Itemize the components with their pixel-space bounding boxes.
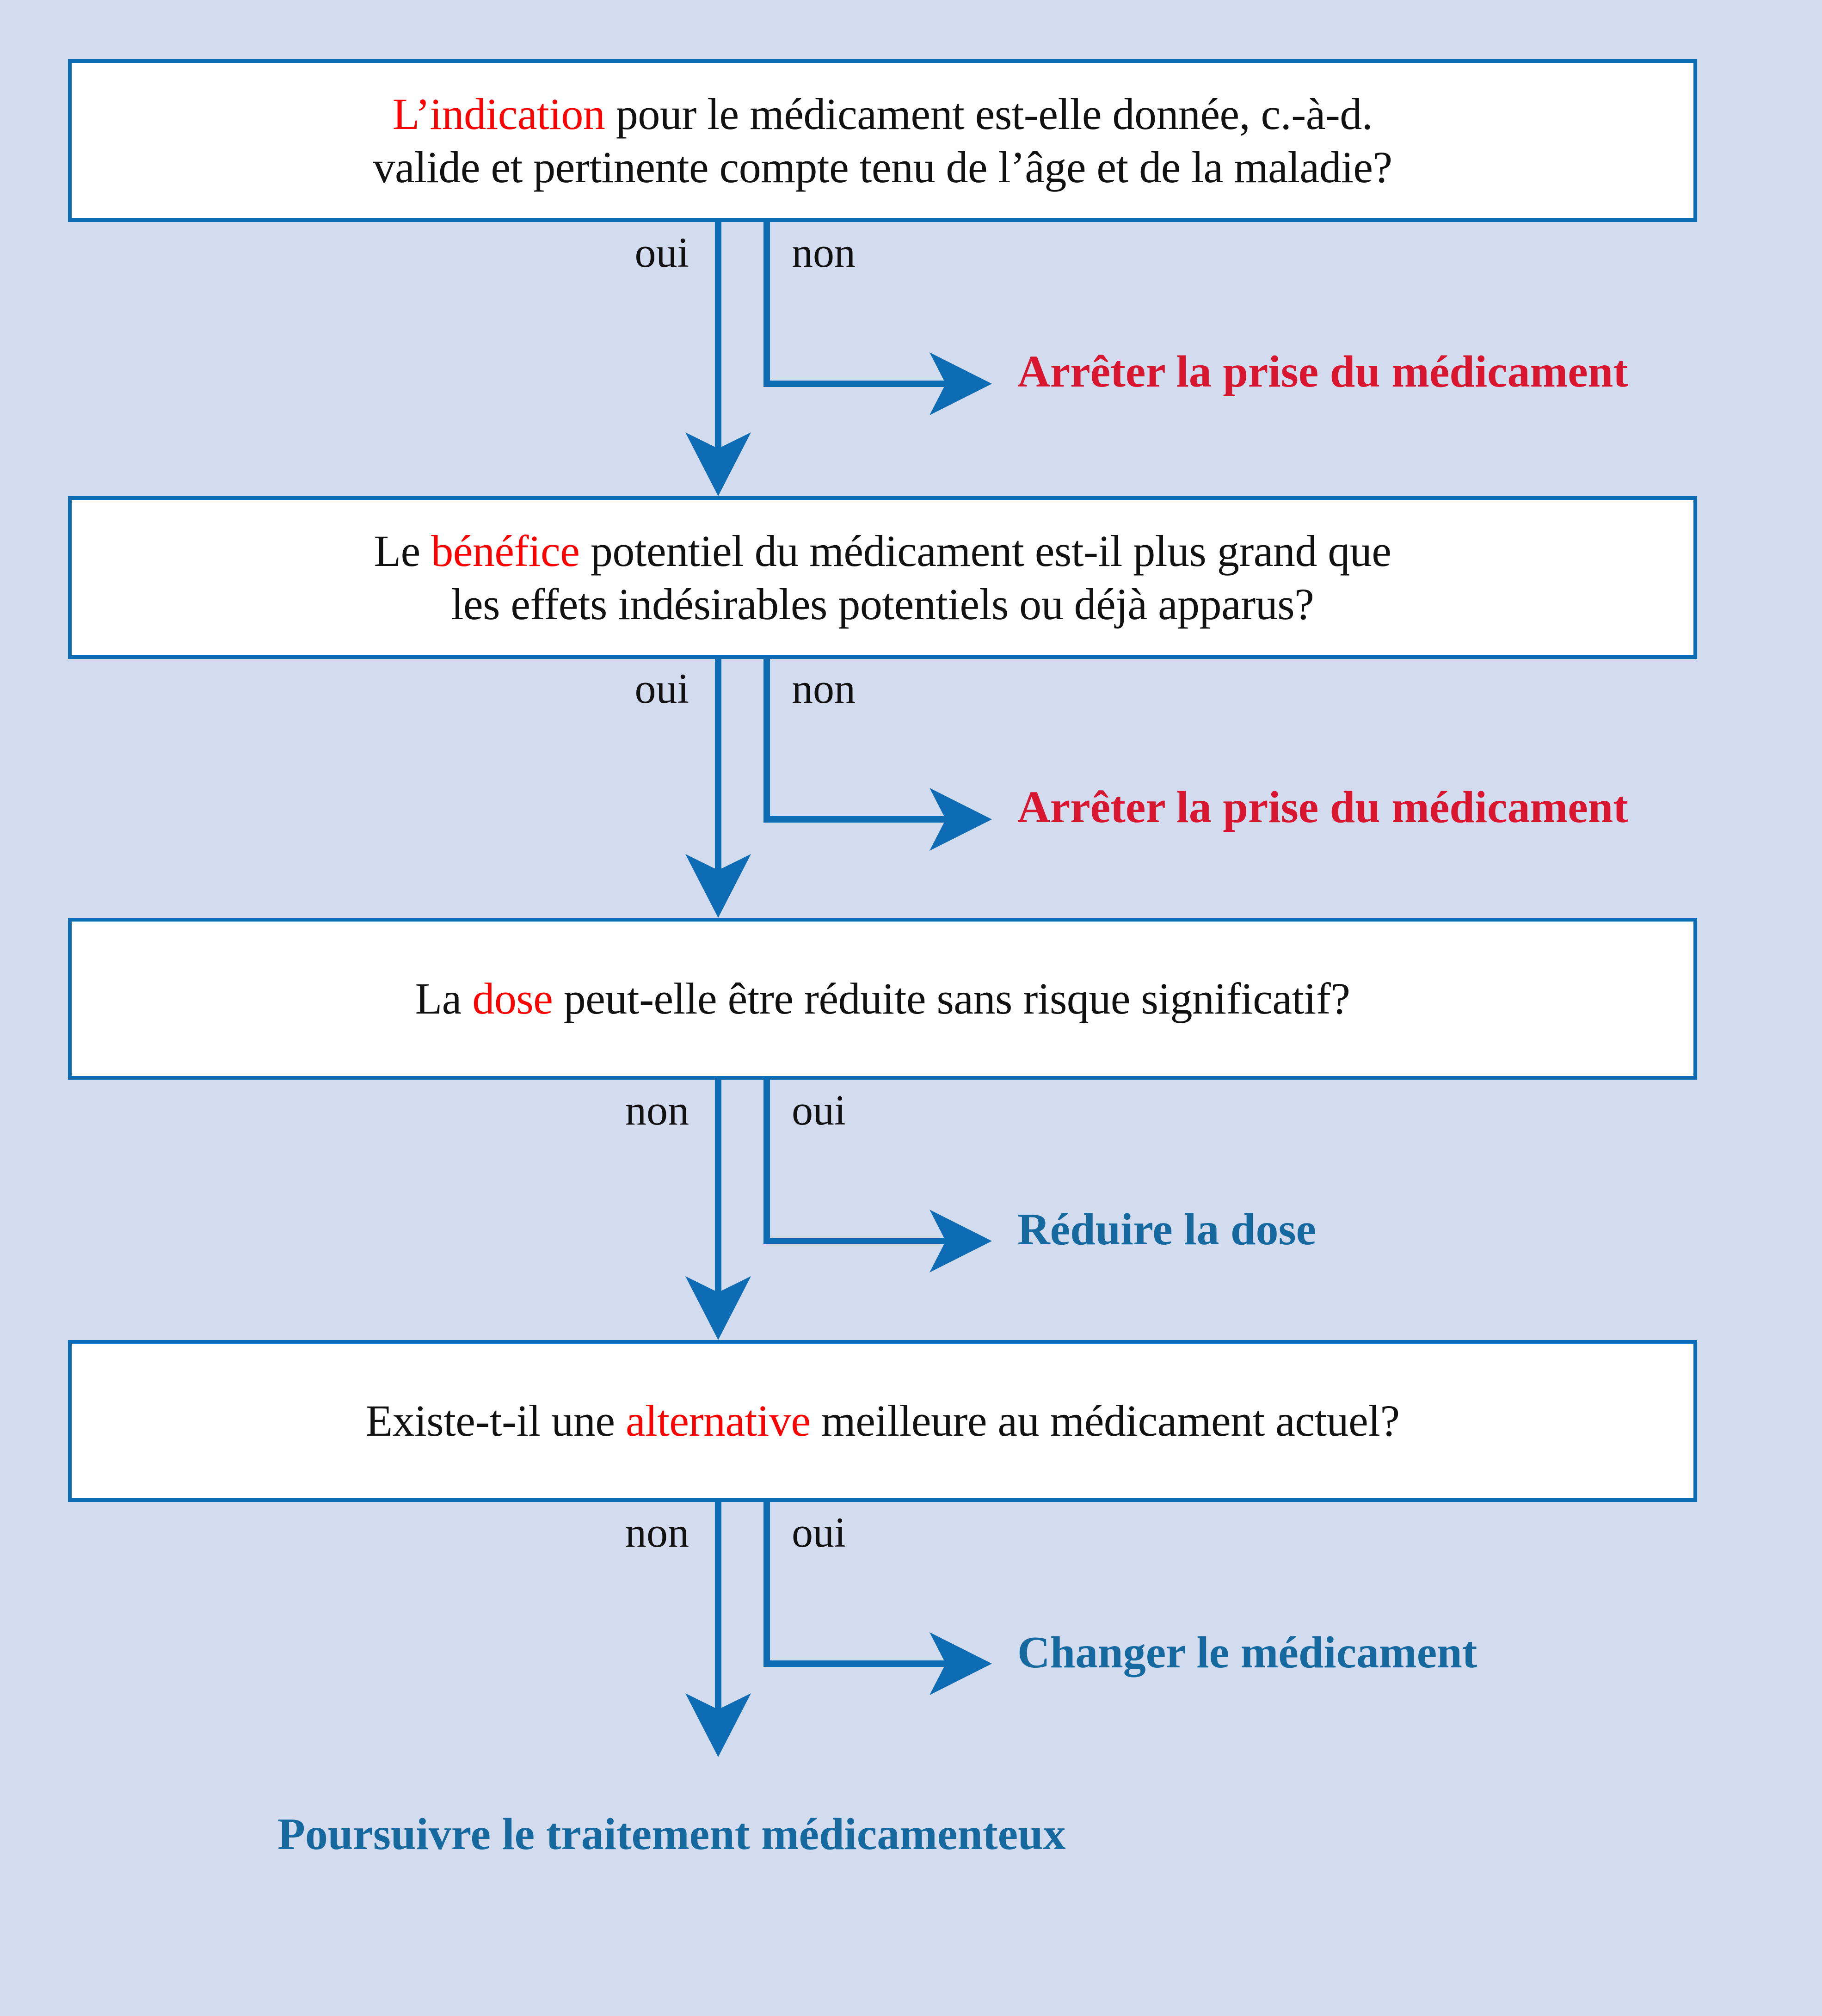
branch-label-step2-right: non <box>792 665 856 712</box>
branch-label-step3-right: oui <box>792 1087 846 1134</box>
line-pre: Existe-t-il une <box>365 1396 626 1446</box>
branch-label-step4-right: oui <box>792 1509 846 1556</box>
line-post: peut-elle être réduite sans risque significatif? <box>553 974 1350 1024</box>
branch-label-step1-right: non <box>792 229 856 276</box>
line-post: potentiel du médicament est-il plus grand que <box>579 526 1391 576</box>
line-pre: La <box>415 974 473 1024</box>
outcome-step3-reduce-dose: Réduire la dose <box>1017 1205 1317 1254</box>
keyword-alternative: alternative <box>625 1396 811 1446</box>
outcome-step2-stop: Arrêter la prise du médicament <box>1017 782 1628 832</box>
branch-label-step4-left: non <box>625 1509 689 1556</box>
outcome-step1-stop: Arrêter la prise du médicament <box>1017 347 1628 397</box>
decision-text-line-1 <box>365 1394 1399 1447</box>
decision-text-line-1 <box>415 972 1350 1025</box>
line-pre: valide et pertinente compte tenu de l’âge et de la maladie? <box>373 142 1392 192</box>
keyword-indication: L’indication <box>392 89 605 139</box>
decision-box-alternative[interactable] <box>68 1340 1697 1502</box>
branch-label-step3-left: non <box>625 1087 689 1134</box>
outcome-step4-change-medication: Changer le médicament <box>1017 1628 1477 1678</box>
connector-step2-main <box>685 659 751 918</box>
connector-step4-main <box>685 1502 751 1757</box>
decision-text-line-2 <box>451 578 1314 631</box>
line-pre: les effets indésirables potentiels ou déjà apparus? <box>451 579 1314 629</box>
decision-text-line-1 <box>393 87 1373 141</box>
decision-box-dose[interactable] <box>68 918 1697 1080</box>
decision-box-benefice[interactable] <box>68 496 1697 659</box>
branch-label-step1-left: oui <box>634 229 689 276</box>
line-post: meilleure au médicament actuel? <box>810 1396 1400 1446</box>
connector-step1-main <box>685 222 751 496</box>
branch-label-step2-left: oui <box>634 665 689 712</box>
outcome-final-continue-treatment: Poursuivre le traitement médicamenteux <box>277 1809 1066 1859</box>
line-post: pour le médicament est-elle donnée, c.-à-d. <box>605 89 1373 139</box>
decision-text-line-2 <box>373 141 1392 194</box>
decision-box-indication[interactable] <box>68 59 1697 222</box>
decision-text-line-1 <box>374 524 1391 578</box>
keyword-benefice: bénéfice <box>431 526 580 576</box>
line-pre: Le <box>374 526 431 576</box>
keyword-dose: dose <box>472 974 553 1024</box>
connector-step3-main <box>685 1080 751 1340</box>
